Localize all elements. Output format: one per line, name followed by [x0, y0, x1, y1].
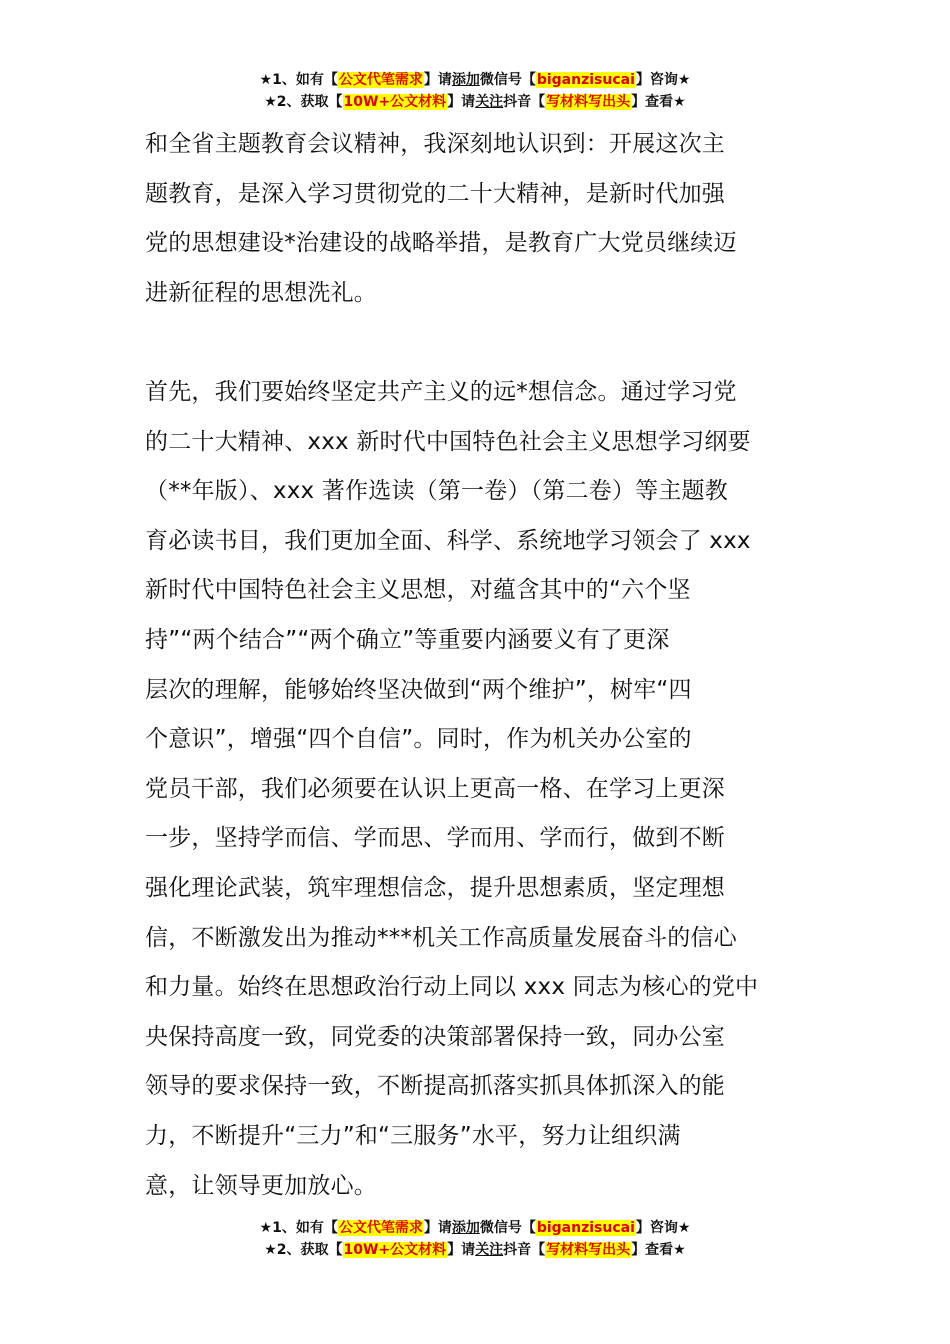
banner-text: 】请: [447, 1242, 476, 1258]
banner-text: 抖音【: [503, 1242, 546, 1258]
text-line: 央保持高度一致，同党委的决策部署保持一致，同办公室: [145, 1023, 725, 1050]
text-line: 首先，我们要始终坚定共产主义的远*想信念。通过学习党: [145, 379, 737, 405]
banner-text: 】查看★: [631, 94, 686, 110]
text-line: 进新征程的思想洗礼。: [145, 279, 377, 306]
text-line: 和力量。始终在思想政治行动上同以 xxx 同志为核心的党中: [145, 974, 759, 1001]
banner-highlight: 10W+公文材料: [343, 94, 447, 110]
text-line: 育必读书目，我们更加全面、科学、系统地学习领会了 xxx: [145, 527, 751, 554]
banner-text: 】请: [447, 94, 476, 110]
text-line: 一步，坚持学而信、学而思、学而用、学而行，做到不断: [145, 825, 725, 852]
banner-text: 微信号【: [479, 1220, 536, 1236]
text-line: 持”“两个结合”“两个确立”等重要内涵要义有了更深: [145, 626, 670, 653]
banner-text: ★1、如有【: [259, 1220, 338, 1236]
paragraph-2: [145, 368, 810, 1211]
banner-highlight: 公文代笔需求: [338, 1220, 423, 1236]
banner-text: 】请: [423, 1220, 452, 1236]
text-line: 题教育，是深入学习贯彻党的二十大精神，是新时代加强: [145, 180, 725, 207]
banner-text: 】请: [423, 72, 452, 88]
banner-line-2: [0, 1239, 950, 1261]
banner-text: 抖音【: [503, 94, 546, 110]
text-line: 信，不断激发出为推动***机关工作高质量发展奋斗的信心: [145, 924, 737, 951]
banner-text: ★2、获取【: [264, 1242, 343, 1258]
banner-text: ★2、获取【: [264, 94, 343, 110]
banner-text: 微信号【: [479, 72, 536, 88]
text-line: 强化理论武装，筑牢理想信念，提升思想素质，坚定理想: [145, 874, 725, 901]
text-line: 的二十大精神、xxx 新时代中国特色社会主义思想学习纲要: [145, 428, 751, 455]
banner-text: ★1、如有【: [259, 72, 338, 88]
banner-line-2: [0, 91, 950, 113]
text-line: 领导的要求保持一致，不断提高抓落实抓具体抓深入的能: [145, 1073, 725, 1100]
text-line: 层次的理解，能够始终坚决做到“两个维护”，树牢“四: [145, 676, 692, 703]
text-line: 意，让领导更加放心。: [145, 1172, 377, 1199]
banner-douyin-account: 写材料写出头: [546, 1242, 631, 1258]
paragraph-1: [145, 120, 810, 318]
banner-text: 】咨询★: [635, 72, 691, 88]
banner-wechat-id: biganzisucai: [536, 72, 635, 88]
text-line: 党员干部，我们必须要在认识上更高一格、在学习上更深: [145, 775, 725, 802]
text-line: 新时代中国特色社会主义思想，对蕴含其中的“六个坚: [145, 577, 691, 604]
banner-highlight: 10W+公文材料: [343, 1242, 447, 1258]
text-line: （**年版）、xxx 著作选读（第一卷）（第二卷）等主题教: [145, 478, 728, 505]
banner-underline: 关注: [475, 94, 504, 110]
text-line: 力，不断提升“三力”和“三服务”水平，努力让组织满: [145, 1122, 681, 1149]
banner-line-1: [0, 1217, 950, 1239]
header-banner: [0, 69, 950, 113]
banner-douyin-account: 写材料写出头: [546, 94, 631, 110]
banner-wechat-id: biganzisucai: [536, 1220, 635, 1236]
banner-highlight: 公文代笔需求: [338, 72, 423, 88]
banner-line-1: [0, 69, 950, 91]
text-line: 个意识”，增强“四个自信”。同时，作为机关办公室的: [145, 726, 692, 753]
banner-underline: 关注: [475, 1242, 504, 1258]
text-line: 和全省主题教育会议精神，我深刻地认识到：开展这次主: [145, 131, 725, 157]
footer-banner: [0, 1217, 950, 1261]
banner-text: 】咨询★: [635, 1220, 691, 1236]
banner-underline: 添加: [451, 1220, 480, 1236]
banner-underline: 添加: [451, 72, 480, 88]
banner-text: 】查看★: [631, 1242, 686, 1258]
text-line: 党的思想建设*治建设的战略举措，是教育广大党员继续迈: [145, 230, 737, 257]
